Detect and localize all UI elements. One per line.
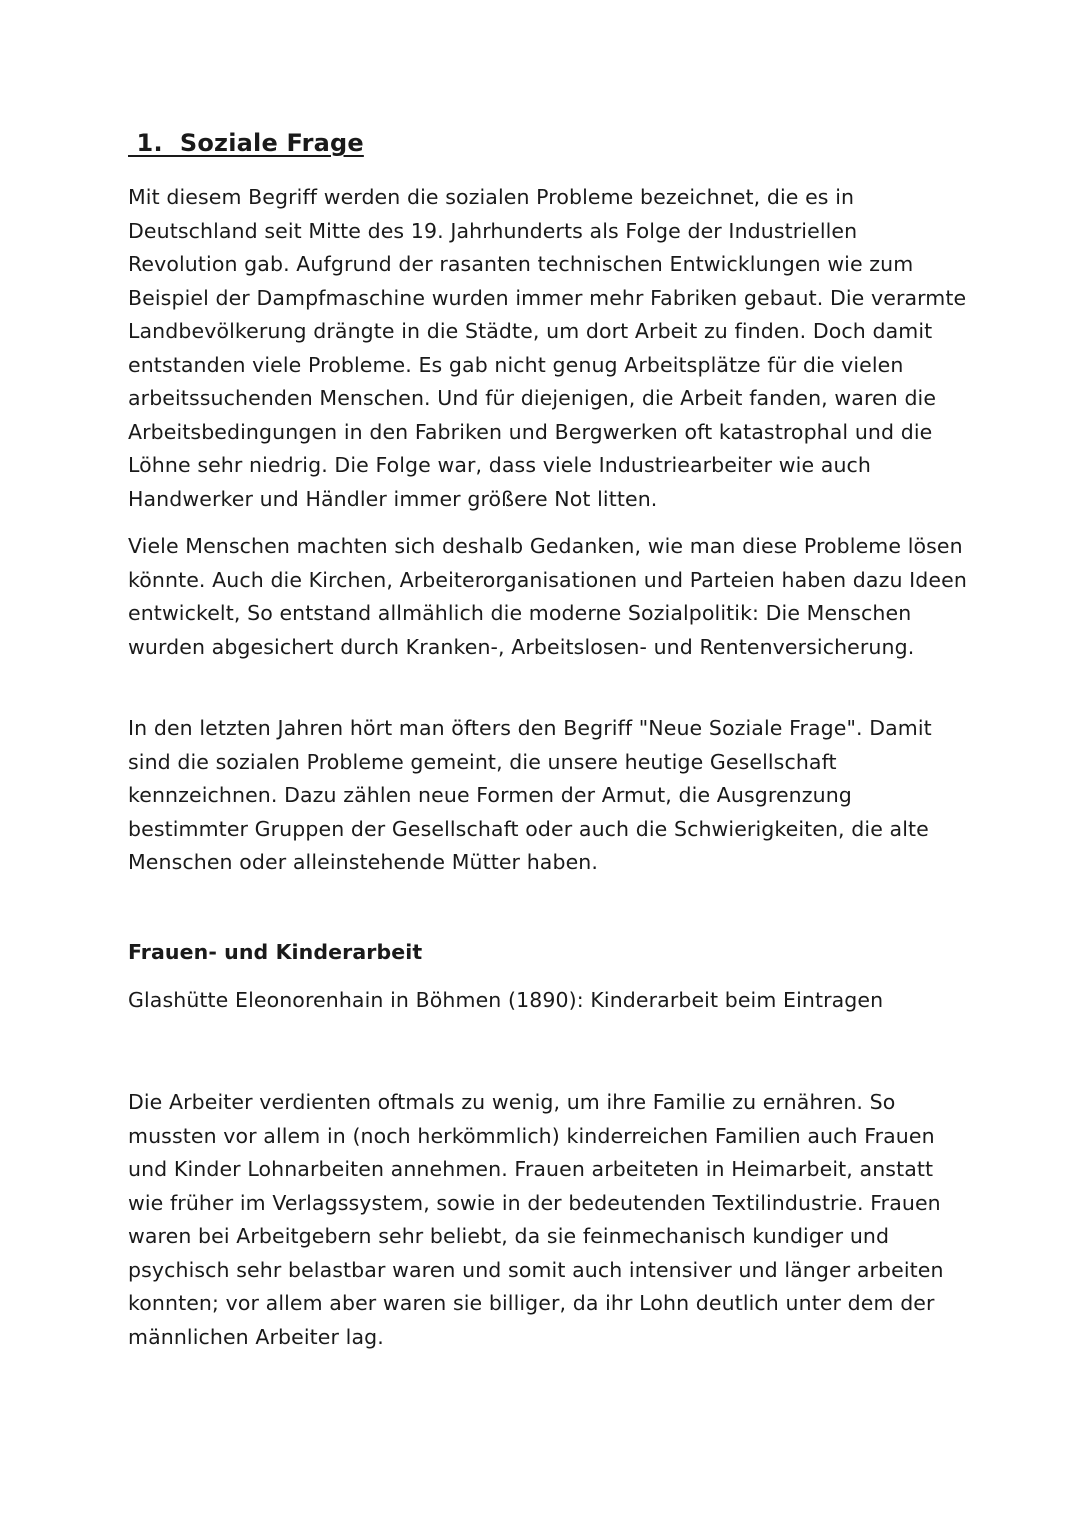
paragraph-sozialpolitik: Viele Menschen machten sich deshalb Gedanken, wie man diese Probleme lösen könnte. Auch die Kirchen, Arbeiterorganisationen und Parteien haben dazu Ideen entwickelt, So entstand allmählich die moderne Sozialpolitik: Die Menschen wurden abgesichert durch Kranken-, Arbeitslosen- und Rentenversicherung. xyxy=(128,534,967,659)
section-heading: 1. Soziale Frage xyxy=(128,129,364,157)
paragraph-neue-soziale-frage: In den letzten Jahren hört man öfters den Begriff "Neue Soziale Frage". Damit sind die sozialen Probleme gemeint, die unsere heutige Gesellschaft kennzeichnen. Dazu zählen neue Formen der Armut, die Ausgrenzung bestimmter Gruppen der Gesellschaft oder auch die Schwierigkeiten, die alte Menschen oder alleinstehende Mütter haben. xyxy=(128,716,932,874)
image-caption: Glashütte Eleonorenhain in Böhmen (1890): Kinderarbeit beim Eintragen xyxy=(128,988,884,1012)
subheading-frauen-kinderarbeit: Frauen- und Kinderarbeit xyxy=(128,940,423,964)
paragraph-soziale-frage: Mit diesem Begriff werden die sozialen Probleme bezeichnet, die es in Deutschland seit Mitte des 19. Jahrhunderts als Folge der Industriellen Revolution gab. Aufgrund der rasanten technischen Entwicklungen wie zum Beispiel der Dampfmaschine wurden immer mehr Fabriken gebaut. Die verarmte Landbevölkerung drängte in die Städte, um dort Arbeit zu finden. Doch damit entstanden viele Probleme. Es gab nicht genug Arbeitsplätze für die vielen arbeitssuchenden Menschen. Und für diejenigen, die Arbeit fanden, waren die Arbeitsbedingungen in den Fabriken und Bergwerken oft katastrophal und die Löhne sehr niedrig. Die Folge war, dass viele Industriearbeiter wie auch Handwerker und Händler immer größere Not litten. xyxy=(128,185,967,511)
paragraph-arbeiter: Die Arbeiter verdienten oftmals zu wenig, um ihre Familie zu ernähren. So mussten vor allem in (noch herkömmlich) kinderreichen Familien auch Frauen und Kinder Lohnarbeiten annehmen. Frauen arbeiteten in Heimarbeit, anstatt wie früher im Verlagssystem, sowie in der bedeutenden Textilindustrie. Frauen waren bei Arbeitgebern sehr beliebt, da sie feinmechanisch kundiger und psychisch sehr belastbar waren und somit auch intensiver und länger arbeiten konnten; vor allem aber waren sie billiger, da ihr Lohn deutlich unter dem der männlichen Arbeiter lag. xyxy=(128,1090,944,1349)
